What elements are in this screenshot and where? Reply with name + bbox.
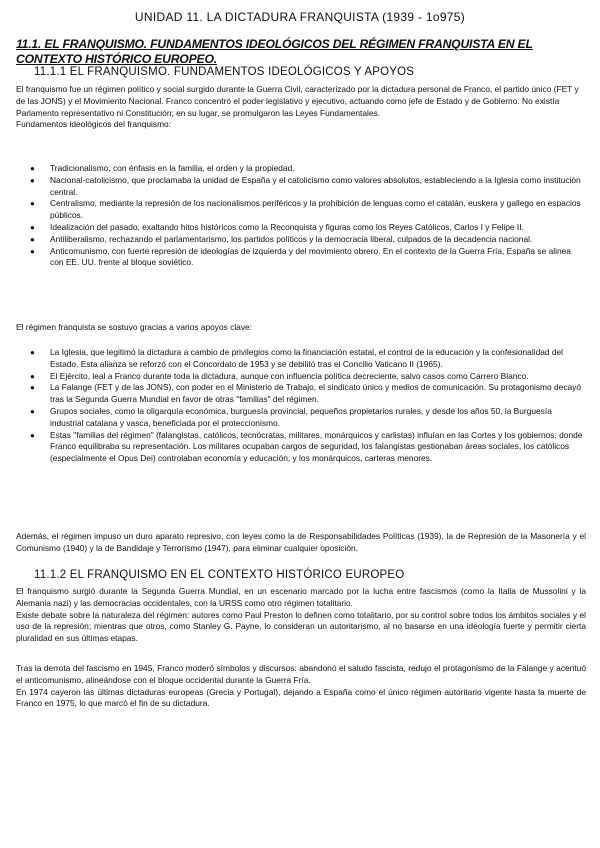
section-heading: 11.1. EL FRANQUISMO. FUNDAMENTOS IDEOLÓGICOS DEL RÉGIMEN FRANQUISTA EN EL CONTEXTO HISTÓRICO EUROPEO.: [16, 37, 533, 66]
bullet-icon: ●: [30, 175, 35, 185]
bullet-icon: ●: [30, 371, 35, 381]
list-item: ● Nacional-catolicismo, que proclamaba la unidad de España y el catolicismo como valores absolutos, estableciendo a la Iglesia como institución central.: [30, 174, 581, 197]
aftermath-paragraph-1: Tras la derrota del fascismo en 1945, Franco moderó símbolos y discursos: abandonó el saludo fascista, redujo el protagonismo de la Falange y acentuó el anticomunismo, alineándose con el bloque occidental durante la Guerra Fría.: [16, 663, 586, 685]
bullet-icon: ●: [30, 234, 35, 244]
context-paragraph-1: El franquismo surgió durante la Segunda Guerra Mundial, en un escenario marcado por la lucha entre fascismos (como la Italia de Mussolini y la Alemania nazi) y las democracias occidentales, con la URSS como otro régimen totalitario.: [16, 586, 586, 608]
list-item: ● Idealización del pasado, exaltando hitos históricos como la Reconquista y figuras como los Reyes Católicos, Carlos I y Felipe II.: [30, 221, 524, 232]
list-item: ● Anticomunismo, con fuerte represión de ideologías de izquierda y del movimiento obrero. En el contexto de la Guerra Fría, España se alinea con EE. UU. frente al bloque soviético.: [30, 245, 571, 268]
list-item: ● Centralismo, mediante la represión de los nacionalismos periféricos y la prohibición de lenguas como el catalán, euskera y gallego en espacios públicos.: [30, 198, 581, 221]
bullet-icon: ●: [30, 406, 35, 416]
bullet-icon: ●: [30, 246, 35, 256]
fundamentos-list: [16, 163, 584, 269]
list-item: ● Antiliberalismo, rechazando el parlamentarismo, los partidos políticos y la democracia liberal, culpados de la decadencia nacional.: [30, 233, 533, 244]
bullet-icon: ●: [30, 199, 35, 209]
list-item: ● La Falange (FET y de las JONS), con poder en el Ministerio de Trabajo, el sindicato único y medios de comunicación. Su protagonismo decayó tras la Segunda Guerra Mundial en favor de otras "familias" del régimen.: [30, 382, 582, 405]
subsection-heading-1: 11.1.1 EL FRANQUISMO. FUNDAMENTOS IDEOLÓGICOS Y APOYOS: [34, 66, 415, 78]
intro-paragraph: [16, 84, 586, 131]
list-item: ● El Ejército, leal a Franco durante toda la dictadura, aunque con influencia política decreciente, salvo casos como Carrero Blanco.: [30, 370, 529, 381]
list-item: ● Grupos sociales, como la oligarquía económica, burguesía provincial, pequeños propietarios rurales, y desde los años 50, la Burguesía industrial catalana y vasca, beneficiada por el proteccionismo.: [30, 405, 552, 428]
intro-text: El franquismo fue un régimen político y social surgido durante la Guerra Civil, caracterizado por la dictadura personal de Franco, el partido único (FET y de las JONS) y el Movimiento Nacional. Franco concentró el poder legislativo y ejecutivo, actuando como jefe de Estado y de Gobierno. No existía Parlamento representativo ni Constitución; en su lugar, se promulgaron las Leyes Fundamentales.: [16, 84, 579, 118]
aftermath-paragraphs: [16, 663, 586, 710]
bullet-icon: ●: [30, 383, 35, 393]
bullet-icon: ●: [30, 348, 35, 357]
bullet-icon: ●: [30, 222, 35, 232]
list-item: ● Tradicionalismo, con énfasis en la familia, el orden y la propiedad.: [30, 163, 295, 173]
apoyos-list: [16, 347, 584, 465]
list-item: ● Estas "familias del régimen" (falangistas, católicos, tecnócratas, militares, monárquicos y carlistas) influían en las Cortes y los gobiernos, donde Franco equilibraba su representación. Los militares ocupaban cargos de seguridad, los falangistas gestionaban áreas sociales, los católicos (especialmente el Opus Dei) controlaban economía y educación, y los monárquicos, carteras menores.: [30, 429, 583, 464]
fundamentos-label: Fundamentos ideológicos del franquismo:: [16, 119, 172, 130]
bullet-icon: ●: [30, 164, 35, 173]
list-item: ● La Iglesia, que legitimó la dictadura a cambio de privilegios como la financiación estatal, el control de la educación y la confesionalidad del Estado. Esta alianza se reforzó con el Concordato de 1953 y se debilitó tras el Concilio Vaticano II (1965).: [30, 347, 564, 369]
aftermath-paragraph-2: En 1974 cayeron las últimas dictaduras europeas (Grecia y Portugal), dejando a España como el único régimen autoritario vigente hasta la muerte de Franco en 1975, lo que marcó el fin de su dictadura.: [16, 686, 586, 709]
apoyos-label: El régimen franquista se sostuvo gracias a varios apoyos clave:: [16, 322, 253, 332]
context-paragraph-2: Existe debate sobre la naturaleza del régimen: autores como Paul Preston lo definen como totalitario, por su control sobre todos los ámbitos sociales y el uso de la represión; mientras que otros, como Stanley G. Payne, lo consideran un autoritarismo, al no basarse en una ideología fuerte y permitir cierta pluralidad en sus últimas etapas.: [16, 609, 586, 644]
document-title: UNIDAD 11. LA DICTADURA FRANQUISTA (1939 - 1o975): [134, 10, 466, 24]
subsection-heading-2: 11.1.2 EL FRANQUISMO EN EL CONTEXTO HISTÓRICO EUROPEO: [34, 569, 405, 581]
context-paragraphs: [16, 586, 586, 645]
bullet-icon: ●: [30, 430, 35, 440]
repression-paragraph: Además, el régimen impuso un duro aparato represivo, con leyes como la de Responsabilidades Políticas (1939), la de Represión de la Masonería y el Comunismo (1940) y la de Bandidaje y Terrorismo (1947), para eliminar cualquier oposición.: [16, 531, 586, 553]
